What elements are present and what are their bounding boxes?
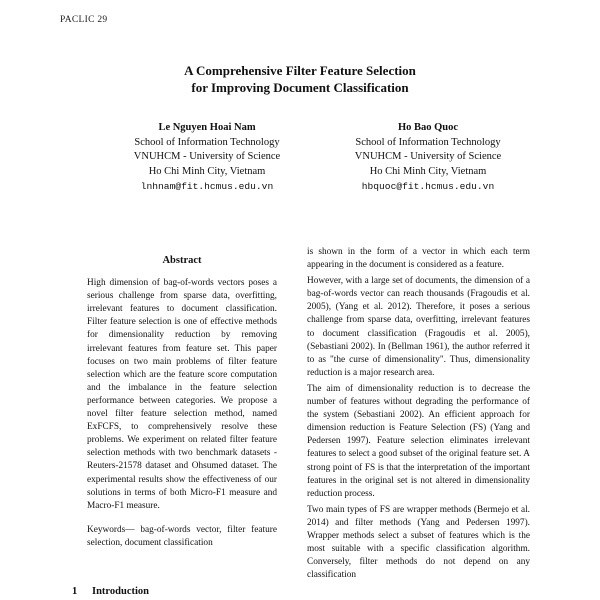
body-paragraph: The aim of dimensionality reduction is to decrease the number of features without degrading the performance of the system (Sebastiani 2002). An efficient approach for dimension reduction is Feature Selection (FS) (Yang and Pedersen 1997). Feature selection eliminates irrelevant features to select a good subset of the original feature set. A strong point of FS is that the interpretation of the important features in the original set is not altered in dimensionality reduction process.: [307, 383, 530, 499]
author-name: Le Nguyen Hoai Nam: [158, 122, 256, 133]
paper-title: [0, 62, 600, 96]
body-paragraph: Two main types of FS are wrapper methods (Bermejo et al. 2014) and filter methods (Yang and Pedersen 1997). Wrapper methods select a subset of features which is the most suitable with a specific classification algorithm. Conversely, filter methods do not depend on any classification: [307, 504, 530, 581]
author-city: Ho Chi Minh City, Vietnam: [148, 165, 266, 177]
author-email: lnhnam@fit.hcmus.edu.vn: [140, 181, 274, 193]
author-university: VNUHCM - University of Science: [133, 151, 281, 163]
section-title: Introduction: [92, 586, 149, 597]
conference-header: PACLIC 29: [60, 15, 108, 25]
author-university: VNUHCM - University of Science: [354, 151, 502, 163]
right-column: [307, 246, 530, 585]
author-email: hbquoc@fit.hcmus.edu.vn: [361, 181, 495, 193]
section-heading-introduction: [72, 586, 149, 597]
title-line-2: for Improving Document Classification: [191, 80, 409, 95]
abstract-text: High dimension of bag-of-words vectors poses a serious challenge from sparse data, overfitting, irrelevant features to document classification. Filter feature selection is one of effective methods for dimensionality reduction by removing irrelevant features from feature set. This paper focuses on two main problems of filter feature selection which are the feature score computation and the imbalance in the feature selection performance between categories. We propose a novel filter feature selection method, named ExFCFS, to comprehensively resolve these problems. We experiment on related filter feature selection methods with two benchmark datasets - Reuters-21578 dataset and Ohsumed dataset. The experimental results show the effectiveness of our solutions in terms of both Micro-F1 measure and Macro-F1 measure.: [87, 278, 277, 511]
author-name: Ho Bao Quoc: [397, 122, 459, 133]
keywords: Keywords— bag-of-words vector, filter feature selection, document classification: [87, 524, 277, 548]
author-block-2: [313, 121, 543, 195]
body-paragraph: is shown in the form of a vector in which each term appearing in the document is considered as a feature.: [307, 247, 530, 271]
left-column: [87, 254, 277, 550]
author-city: Ho Chi Minh City, Vietnam: [369, 165, 487, 177]
author-block-1: [92, 121, 322, 195]
author-school: School of Information Technology: [134, 136, 280, 148]
section-number: 1: [72, 586, 78, 597]
title-line-1: A Comprehensive Filter Feature Selection: [184, 63, 416, 78]
body-paragraph: However, with a large set of documents, the dimension of a bag-of-words vector can reach thousands (Fragoudis et al. 2005), (Yang et al. 2012). Therefore, it poses a serious challenge from sparse data, overfitting, irrelevant features to document classification (Fragoudis et al. 2005), (Sebastiani 2002). In (Bellman 1961), the author referred it to as "the curse of dimensionality". Thus, dimensionality reduction is a major research area.: [307, 276, 530, 378]
author-school: School of Information Technology: [355, 136, 501, 148]
abstract-heading: Abstract: [162, 255, 202, 266]
